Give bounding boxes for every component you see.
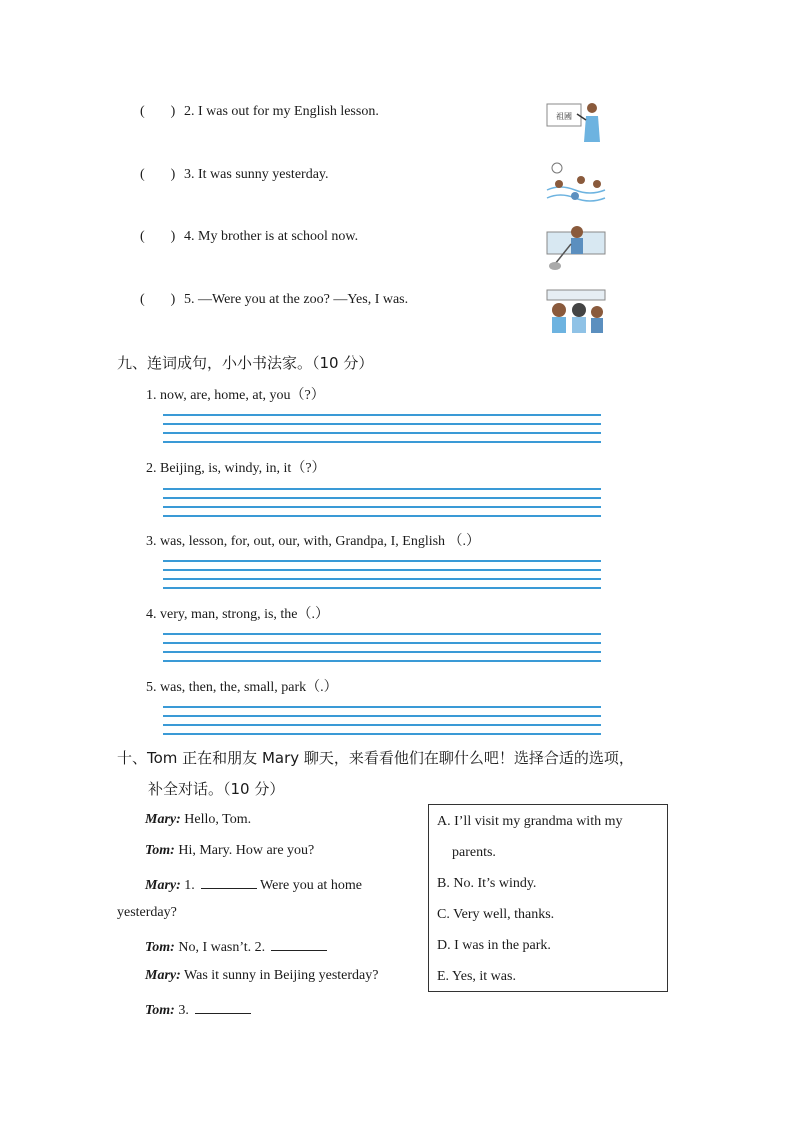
writing-lines-5[interactable] [163,706,601,734]
answer-bracket[interactable]: ( ) [140,167,176,182]
judge-item-2 [140,104,379,120]
speaker: Tom: [145,940,175,955]
speaker: Mary: [145,878,181,893]
dialogue-line-4: Tom: No, I wasn’t. 2. [145,936,327,956]
speaker: Tom: [145,1003,175,1018]
dialogue-line-5: Mary: Was it sunny in Beijing yesterday? [145,968,379,983]
swimming-children-picture [545,160,607,206]
judge-item-3 [140,167,329,183]
children-at-zoo-picture [545,288,607,334]
sentence-question-3: 3. was, lesson, for, out, our, with, Grandpa, I, English （.） [146,534,481,549]
picture-label: 祖國 [556,112,572,121]
judge-item-5 [140,292,408,308]
judge-item-text: 5. —Were you at the zoo? —Yes, I was. [184,292,409,307]
answer-bracket[interactable]: ( ) [140,229,176,244]
sentence-question-1: 1. now, are, home, at, you（?） [146,388,325,403]
option-d: D. I was in the park. [437,938,551,953]
answer-bracket[interactable]: ( ) [140,104,176,119]
sentence-question-2: 2. Beijing, is, windy, in, it（?） [146,461,326,476]
writing-lines-1[interactable] [163,414,601,442]
dialogue-line-6: Tom: 3. [145,999,251,1019]
option-c: C. Very well, thanks. [437,907,555,922]
dialogue-line-3: Mary: 1. Were you at home [145,874,362,894]
writing-lines-4[interactable] [163,633,601,661]
judge-item-4 [140,229,358,245]
section-10-title: 十、Tom 正在和朋友 Mary 聊天，来看看他们在聊什么吧！选择合适的选项， [117,749,634,767]
speaker: Mary: [145,968,181,983]
answer-blank-3[interactable] [195,999,251,1014]
answer-blank-1[interactable] [201,874,257,889]
options-box [428,804,668,992]
section-10-title-cont: 补全对话。（10 分） [148,780,285,798]
option-a-cont: parents. [452,845,496,860]
speaker: Tom: [145,843,175,858]
judge-item-text: 2. I was out for my English lesson. [184,104,379,119]
judge-item-text: 3. It was sunny yesterday. [184,167,329,182]
section-9-title: 九、连词成句，小小书法家。（10 分） [117,354,374,372]
boy-vacuuming-picture [545,222,607,272]
dialogue-line-3-cont: yesterday? [117,905,177,920]
dialogue-line-1: Mary: Hello, Tom. [145,812,252,827]
option-e: E. Yes, it was. [437,969,516,984]
speaker: Mary: [145,812,181,827]
option-b: B. No. It’s windy. [437,876,537,891]
judge-item-text: 4. My brother is at school now. [184,229,359,244]
sentence-question-4: 4. very, man, strong, is, the（.） [146,607,330,622]
writing-lines-2[interactable] [163,488,601,516]
dialogue-line-2: Tom: Hi, Mary. How are you? [145,843,315,858]
answer-bracket[interactable]: ( ) [140,292,176,307]
teacher-pointing-picture [545,98,607,144]
option-a: A. I’ll visit my grandma with my [437,814,623,829]
writing-lines-3[interactable] [163,560,601,588]
answer-blank-2[interactable] [271,936,327,951]
sentence-question-5: 5. was, then, the, small, park（.） [146,680,338,695]
